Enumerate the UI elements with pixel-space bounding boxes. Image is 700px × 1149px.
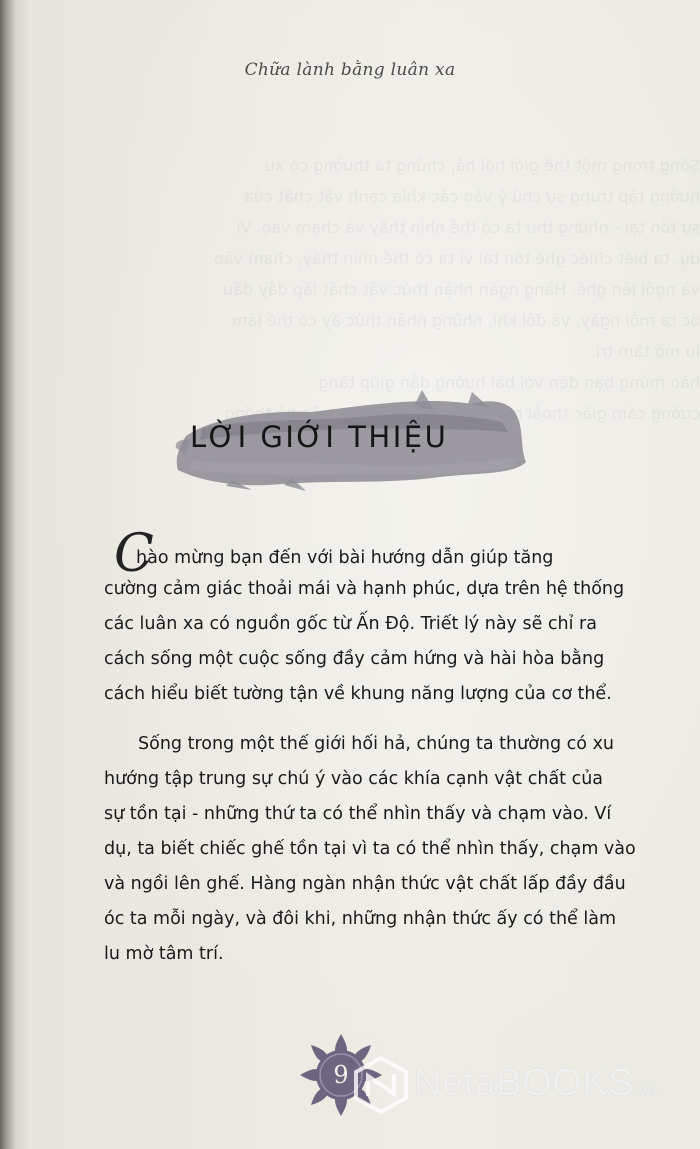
text-line: dụ, ta biết chiếc ghế tồn tại vì ta có thể nhìn thấy, chạm vào [104,839,636,859]
watermark-text [414,1062,657,1105]
text-line-content: hào mừng bạn đến với bài hướng dẫn giúp tăng [136,548,554,568]
text-line: óc ta mỗi ngày, và đôi khi, những nhận thức ấy có thể làm [104,909,616,929]
watermark-suffix: .vn [633,1080,657,1099]
text-line: lu mờ tâm trí. [104,944,224,964]
chapter-title: LỜI GIỚI THIỆU [190,420,449,454]
show-through-text: Sống trong một thế giới hối hả, chúng ta thường có xu hướng tập trung sự chú ý vào các khía cạnh vật chất của sự tồn tại - những thứ ta có thể nhìn thấy và chạm vào. Ví dụ, ta biết chiếc ghế tồn tại vì ta có thể nhìn thấy, chạm vào và ngồi lên ghế. Hàng ngàn nhận thức vật chất lấp đầy đầu óc ta mỗi ngày, và đôi khi, những nhận thức ấy có thể làm lu mờ tâm trí. hào mừng bạn đến với bài hướng dẫn giúp tăng cường cảm giác thoải thống [213,156,700,423]
body-text [104,524,636,972]
text-line: sự tồn tại - những thứ ta có thể nhìn thấy và chạm vào. Ví [104,804,612,824]
text-line: cách sống một cuộc sống đầy cảm hứng và hài hòa bằng [104,649,605,669]
drop-cap: C [114,524,154,584]
page-number: 9 [333,1061,349,1089]
text-line [104,524,634,584]
watermark-brand: NetaBOOKS [414,1062,634,1104]
text-line: cường cảm giác thoải mái và hạnh phúc, dựa trên hệ thống [104,579,625,599]
text-line: các luân xa có nguồn gốc từ Ấn Độ. Triết lý này sẽ chỉ ra [104,614,597,634]
text-line: Sống trong một thế giới hối hả, chúng ta thường có xu [138,734,615,754]
running-head: Chữa lành bằng luân xa [244,60,456,80]
text-line: cách hiểu biết tường tận về khung năng lượng của cơ thể. [104,684,612,704]
watermark [352,1054,692,1114]
text-line: và ngồi lên ghế. Hàng ngàn nhận thức vật chất lấp đầy đầu [104,874,626,894]
paragraph-gap [104,712,634,727]
netabooks-logo-icon [352,1054,410,1114]
text-line: hướng tập trung sự chú ý vào các khía cạnh vật chất của [104,769,604,789]
